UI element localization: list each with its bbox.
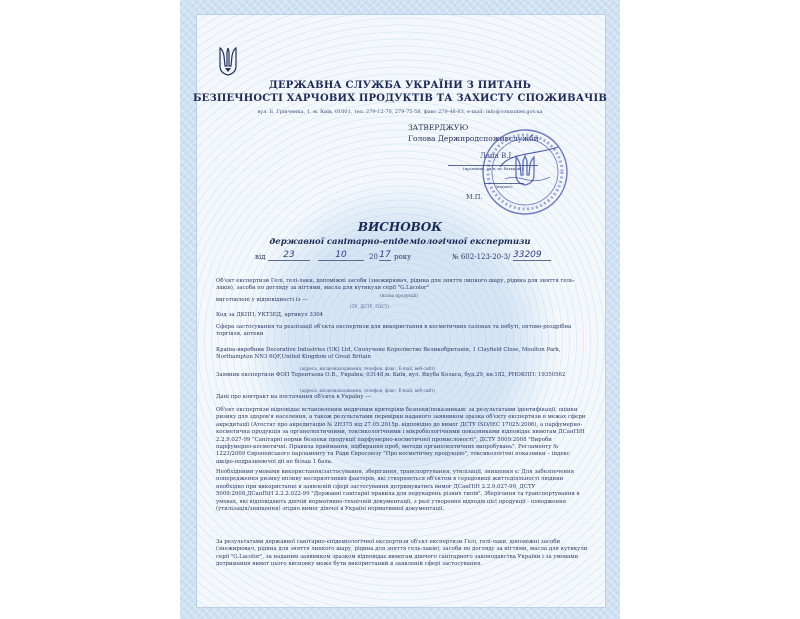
official-seal (480, 127, 570, 217)
expertise-conclusion: За результатами державної санітарно-епідеміологічної експертизи об'єкт експертизи Гелі, гелі-лаки, допоміжні засоби (знежирювач, рідина для зняття липкого шару, рідина для зняття гель-лаків), засоби по догляду за нігтями, масла для кутикули серії "G.Lacolor", за наданим заявником зразком відповідає вимогам діючого санітарного законодавства України і за умовами дотримання вимог цього висновку може бути використаний в заявленій сфері застосування. (216, 539, 588, 568)
agency-address: вул. Б. Грінченка, 1, м. Київ, 01001, тел. 279-12-70, 279-75-58, факс 279-48-83, e-mail: info@consumer.gov.ua (257, 109, 543, 115)
object-caption: (назва продукції) (380, 293, 419, 298)
document-subtitle: державної санітарно-епідеміологічної експертизи (269, 237, 531, 247)
stamp-mark: М.П. (466, 193, 483, 201)
applicant-caption: (адреса, місцезнаходження, телефон, факс, E-mail, веб-сайт) (300, 388, 436, 393)
date-year-prefix: 20 (369, 253, 378, 261)
document-title: ВИСНОВОК (357, 220, 443, 234)
coat-of-arms-icon (218, 46, 238, 76)
application-scope: Сфера застосування та реалізації об'єкта експертизи для використання в косметичних салонах та побуті, оптово-роздрібна торгівля, аптеки (216, 324, 572, 338)
standard-caption: (ТУ, ДСТУ, ГОСТ) (350, 304, 390, 309)
date-month: 10 (318, 250, 364, 261)
product-code: Код за ДКПП, УКТЗЕД, артикул 3304 (216, 312, 324, 318)
expertise-object: Об'єкт експертизи Гелі, гелі-лаки, допоміжні засоби (знежирювач, рідина для зняття липкого шару, рідина для зняття гель-лаків), засоби по догляду за нігтями, масла для кутикули серії "G.Lacolor" (216, 278, 575, 292)
approval-label: ЗАТВЕРДЖУЮ (408, 123, 469, 132)
signer-caption: (прізвище, ім'я, по батькові) (448, 165, 538, 171)
signer-name: Лапа В.І. (480, 152, 514, 160)
date-prefix: від (255, 253, 266, 261)
contract-data: Дані про контракт на постачання об'єкта в Україну --- (216, 394, 371, 400)
date-day: 23 (268, 250, 310, 261)
agency-title-line1: ДЕРЖАВНА СЛУЖБА УКРАЇНИ З ПИТАНЬ (268, 80, 532, 91)
agency-title-line2: БЕЗПЕЧНОСТІ ХАРЧОВИХ ПРОДУКТІВ ТА ЗАХИСТУ СПОЖИВАЧІВ (192, 93, 608, 104)
document-number: 33209 (513, 250, 551, 261)
safety-criteria: Об'єкт експертизи відповідає встановленим медичним критеріям безпеки/показникам: за результатами ідентифікації, оцінки ризику для здоров'я населення, а також результатами перевірки наданого заявником зразка об'єкту експертизи в межах сфери акредитації (Атестат про акредитацію № 2Н375 від 27.05.2015р. відповідно до вимог ДСТУ ISO/IEC 17025:2006), а парфумерно-косметична продукція за органолептичними, токсикологічними і мікробіологічними показниками відповідає вимогам ДСанПіН 2.2.9.027-99 "Санітарні норми безпеки продукції парфумерно-косметичної промисловості", ДСТУ 5009:2008 "Вироби парфумерно-косметичні. Правила приймання, відбирання проб, методи органолептичних випробувань", Регламенту № 1223/2009 Європейського парламенту та Ради Євросоюзу "Про косметичну продукцію", токсикологічні показники – індекс шкіро-подразнюючої дії не більш 1 бала. (216, 407, 586, 465)
applicant: Заявник експертизи ФОП Терентьєва О.В., Україна, 03148,м. Київ, вул. Якуба Коласа, буд.29, кв.182, РНОКПП: 19350562 (216, 372, 566, 378)
object-standard: виготовлені у відповідності із --- (216, 297, 308, 303)
date-year: 17 (379, 250, 391, 260)
date-year-suffix: року (394, 253, 412, 261)
document-number-prefix: № 602-123-20-3/ (452, 253, 511, 261)
approval-position: Голова Держпродспоживслужби (408, 134, 539, 143)
usage-conditions: Необхідними умовами використання/застосування, зберігання, транспортування, утилізації, знищення є: Для забезпечення попередження ризику впливу несприятливих факторів, які створюються об'єктом в середовищі життєдіяльності людини необхідно при використанні в заявленій сфері застосування дотримуватись вимог ДСанПіН 2.2.9.027-99, ДСТУ 5009:2008,ДСанПіН 2.2.2.022-99 "Державні санітарні правила для перукарень різних типів". Зберігання та транспортування в умовах, які відповідають діючій нормативно-технічній документації, з разі утворення відходів цієї продукції - поводження (утилізація/знищення) згідно вимог діючої в Україні нормативної документації. (216, 469, 580, 513)
signature-caption: (підпис) (484, 183, 524, 189)
manufacturer: Країна-виробник Decorative Industries (UK) Ltd, Сполучене Королівство Великобританія, 1 Clayfield Close, Moulton Park, Northampton NN3 6QF,United Kingdom of Great Britain (216, 347, 561, 361)
manufacturer-caption: (адреса, місцезнаходження, телефон, факс, E-mail, веб-сайт) (300, 366, 436, 371)
